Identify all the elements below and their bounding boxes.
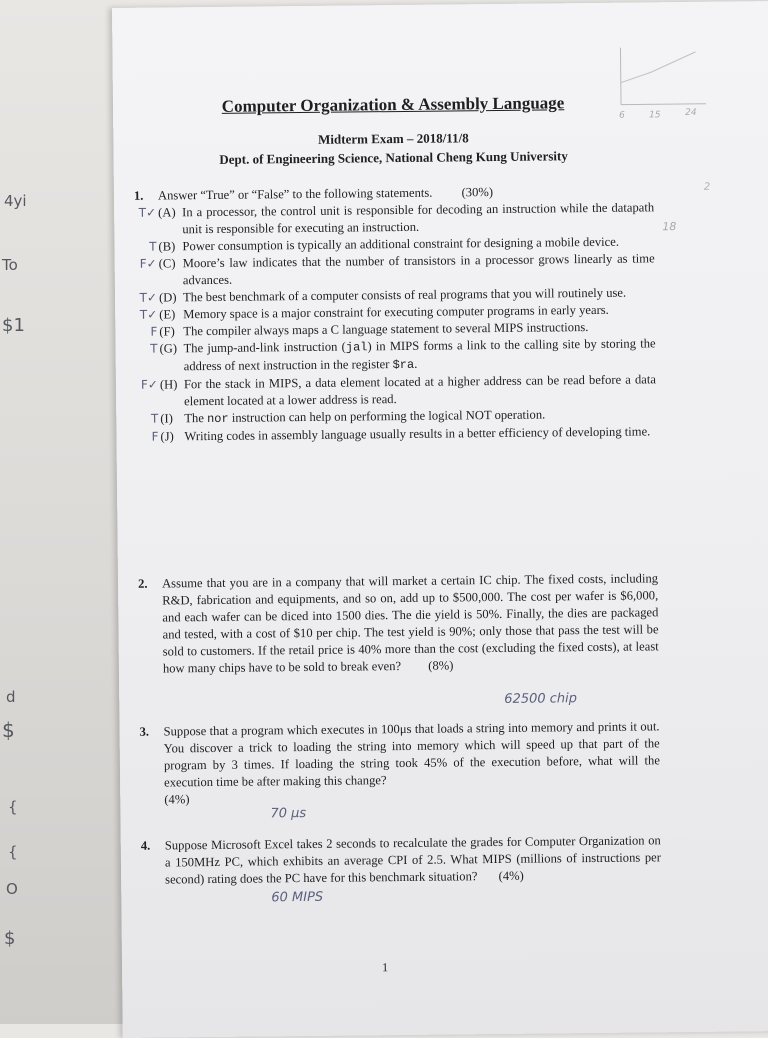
text-part: instruction can help on performing the logical NOT operation. [228,407,546,425]
question-number: 2. [137,576,148,591]
margin-scribble-9: $ [4,928,16,949]
item-letter: (F) [159,324,175,339]
handwritten-answer-2: 62500 chip [504,691,578,707]
text-part: The [184,411,208,426]
item-letter: (J) [160,429,174,444]
points: (30%) [461,185,494,200]
margin-scribble-3: $1 [2,315,25,336]
stem-text: Answer “True” or “False” to the following statements. [157,185,433,203]
answer-mark: T [150,341,158,356]
answer-mark: F [150,324,158,339]
question-3 [139,718,660,808]
points: (4%) [498,868,524,883]
item-letter: (I) [160,411,173,426]
points: (4%) [164,792,190,807]
item-letter: (E) [159,307,176,322]
item-text: Power consumption is typically an additional constraint for designing a mobile device. [182,234,620,254]
item-letter: (D) [158,290,177,305]
item-letter: (B) [158,239,176,254]
question-body: Suppose that a program which executes in 100μs that loads a string into memory and prints it out. You discover a trick to loading the string into memory which will speed up that part of the program by 3 times. If loading the string took 45% of the execution before, what will the execution time be after making this change? [163,719,660,790]
margin-scribble-1: 4yi [4,192,27,210]
answer-mark: F✓ [140,377,159,392]
item-text: Writing codes in assembly language usually results in a better efficiency of developing time. [184,424,651,444]
answer-mark: T✓ [139,307,158,322]
question-body: Assume that you are in a company that will market a certain IC chip. The fixed costs, including R&D, fabrication and equipments, and so on, add up to $500,000. The cost per wafer is $6,000, and each wafer can be diced into 1500 dies. The die yield is 50%. Finally, the dies are packaged and tested, with a cost of $10 per chip. The test yield is 90%; only those that pass the test will be sold to customers. If the retail price is 40% more than the cost (excluding the fixed costs), at least how many chips have to be sold to break even? [161,571,659,676]
statement-a [138,199,655,238]
department: Dept. of Engineering Science, National Cheng Kung University [219,148,568,167]
item-text: The best benchmark of a computer consists of real programs that you will routinely use. [182,285,627,305]
pencil-mark-right-b: 18 [662,220,677,234]
pencil-mark-right-a: 2 [703,181,711,193]
margin-scribble-4: d [6,688,16,706]
code-jal: jal [345,340,368,355]
text-part: ) in MIPS forms a link to the calling site by storing the address of next instruction in the register [183,336,656,374]
question-text [165,832,662,888]
margin-scribble-7: { [8,843,18,861]
points: (8%) [428,658,454,673]
question-number: 4. [140,838,151,853]
item-text: Memory space is a major constraint for executing computer programs in early years. [183,302,609,322]
item-text: For the stack in MIPS, a data element located at a higher address can be read before a data element located at a lower address is read. [183,372,656,409]
question-text [163,718,660,808]
exam-subtitle: Midterm Exam – 2018/11/8 [318,130,469,147]
graph-tick-3: 24 [685,107,697,119]
text-part: The jump-and-link instruction ( [183,339,346,356]
answer-mark: F [151,429,159,444]
margin-scribble-5: $ [2,718,15,742]
item-letter: (G) [159,341,178,356]
exam-page [112,1,768,1038]
graph-tick-2: 15 [649,110,661,121]
item-letter: (A) [158,205,176,220]
statement-h [140,371,656,410]
question-number: 3. [139,724,150,739]
answer-mark: T [149,239,157,254]
question-number: 1. [133,188,144,203]
answer-mark: T [150,411,159,426]
page-number: 1 [381,960,389,975]
item-letter: (C) [158,256,176,271]
margin-scribble-6: { [8,798,18,816]
exam-title: Computer Organization & Assembly Language [221,93,565,116]
item-letter: (H) [159,377,178,392]
question-4 [141,832,662,888]
graph-tick-1: 6 [619,110,625,121]
item-text: In a processor, the control unit is responsible for decoding an instruction while the datapath unit is responsible for executing an instruction. [182,200,655,237]
answer-mark: T✓ [138,205,157,220]
margin-scribble-2: To [2,256,18,274]
item-text: The compiler always maps a C language statement to several MIPS instructions. [183,320,589,339]
statement-g [150,335,656,376]
question-text [162,570,659,677]
question-body: Suppose Microsoft Excel takes 2 seconds to recalculate the grades for Computer Organization on a 150MHz PC, which exhibits an average CPI of 2.5. What MIPS (millions of instructions per second) rating does the PC have for this benchmark situation? [164,833,661,887]
question-1 [134,182,657,445]
handwritten-answer-4: 60 MIPS [271,889,324,906]
code-ra: $ra [392,357,415,373]
margin-scribble-8: O [6,880,18,898]
answer-mark: T✓ [139,290,158,305]
item-text: Moore’s law indicates that the number of transistors in a processor grows linearly as time advances. [182,251,655,288]
handwritten-answer-3: 70 μs [270,806,307,822]
text-part: . [414,356,418,371]
statement-c [139,250,655,289]
answer-mark: F✓ [139,256,157,271]
item-text [183,335,655,376]
question-2 [138,570,659,677]
code-nor: nor [206,411,229,427]
